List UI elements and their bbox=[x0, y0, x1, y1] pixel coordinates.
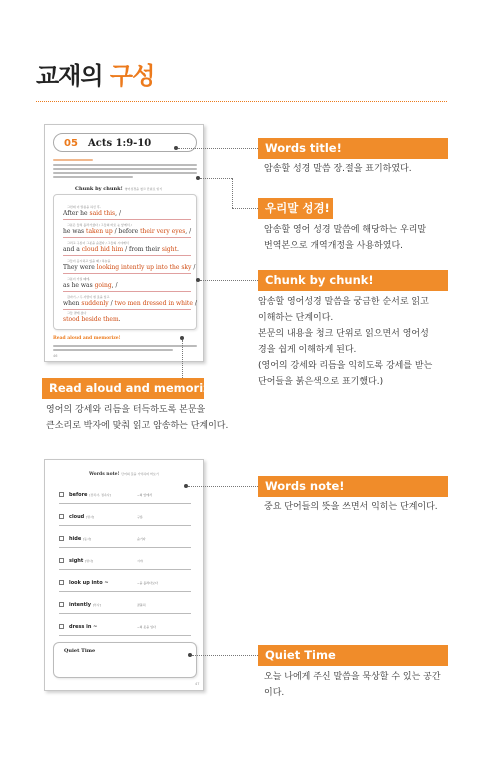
word-meaning: 시야 bbox=[137, 559, 143, 563]
desc-line: 암송할 영어 성경 말씀에 해당하는 우리말 bbox=[264, 225, 427, 235]
chunk-text: / before bbox=[112, 228, 141, 235]
chunk-text: he was bbox=[63, 228, 87, 235]
word-row bbox=[59, 508, 191, 526]
korean-text-line bbox=[53, 172, 197, 174]
tag-quiet-time: Quiet Time bbox=[258, 645, 448, 666]
chunk-title-text: Chunk by chunk! bbox=[75, 186, 123, 192]
chunk-korean-gloss: 그분은 들려 올라가셨다 / 그들의 바로 눈 앞에서 / bbox=[67, 223, 132, 227]
page-title-main: 교재의 bbox=[36, 62, 103, 90]
word-row bbox=[59, 486, 191, 504]
word-term bbox=[69, 536, 91, 542]
word-row bbox=[59, 530, 191, 548]
chunk-english-line bbox=[63, 282, 118, 289]
chunk-section-title bbox=[75, 186, 162, 192]
word-meaning: ~의 옷을 입다 bbox=[137, 625, 156, 629]
lesson-reference: Acts 1:9-10 bbox=[88, 138, 152, 149]
chunk-text: . bbox=[118, 316, 121, 323]
desc-line: 중요 단어들의 뜻을 쓰면서 익히는 단계이다. bbox=[264, 502, 438, 512]
chunk-english-line bbox=[63, 316, 121, 323]
chunk-underline bbox=[63, 309, 191, 310]
leader-line bbox=[192, 655, 258, 656]
chunk-korean-gloss: 그들이 응시하고 있을 때 / 하늘을 bbox=[67, 259, 111, 263]
word-text: sight bbox=[69, 558, 84, 564]
sample-page-words bbox=[44, 459, 204, 691]
word-term bbox=[69, 558, 93, 564]
desc-line: 경을 쉽게 이해하게 된다. bbox=[258, 345, 357, 355]
desc-line: 영어의 강세와 리듬을 터득하도록 본문을 bbox=[46, 405, 206, 415]
word-pos: [전치사, 접속사] bbox=[89, 493, 111, 497]
word-term bbox=[69, 492, 111, 498]
chunk-text: , / bbox=[185, 228, 192, 235]
stressed-word: said this bbox=[89, 210, 116, 217]
word-checkbox[interactable] bbox=[59, 624, 64, 629]
chunk-text: . bbox=[176, 246, 179, 253]
stressed-word: suddenly bbox=[81, 300, 109, 307]
chunk-english-line bbox=[63, 264, 195, 271]
leader-line bbox=[232, 208, 258, 209]
chunk-underline bbox=[63, 273, 191, 274]
word-term bbox=[69, 624, 97, 630]
read-aloud-title: Read aloud and memorize! bbox=[53, 336, 121, 341]
read-aloud-text-line bbox=[53, 349, 173, 351]
chunk-english-line bbox=[63, 210, 121, 217]
stressed-word: looking intently up into the sky bbox=[96, 264, 192, 271]
word-text: cloud bbox=[69, 514, 85, 520]
chunk-korean-gloss: 갑자기, / 두 사람이 흰 옷을 입고 bbox=[67, 295, 110, 299]
tag-urimal: 우리말 성경! bbox=[258, 198, 333, 219]
word-meaning: 구름 bbox=[137, 515, 143, 519]
chunk-text: / bbox=[192, 300, 197, 307]
word-meaning: ~의 앞에서 bbox=[137, 493, 153, 497]
word-text: before bbox=[69, 492, 88, 498]
desc-line: 번역본으로 개역개정을 사용하였다. bbox=[264, 241, 403, 251]
desc-line: 암송할 영어성경 말씀을 궁금한 순서로 읽고 bbox=[258, 297, 429, 307]
quiet-time-box bbox=[53, 642, 197, 678]
leader-line bbox=[178, 148, 258, 149]
tag-words-title: Words title! bbox=[258, 138, 448, 159]
stressed-word: two men dressed in white bbox=[114, 300, 193, 307]
chunk-english-line bbox=[63, 300, 197, 307]
chunk-english-line bbox=[63, 228, 191, 235]
stressed-word: cloud hid him bbox=[81, 246, 124, 253]
chunk-underline bbox=[63, 291, 191, 292]
word-checkbox[interactable] bbox=[59, 580, 64, 585]
word-term bbox=[69, 580, 109, 586]
leader-line bbox=[200, 178, 232, 179]
chunk-text: / from their bbox=[123, 246, 162, 253]
chunk-text: After he bbox=[63, 210, 90, 217]
stressed-word: stood beside them bbox=[63, 316, 119, 323]
leader-line bbox=[182, 340, 183, 378]
word-checkbox[interactable] bbox=[59, 514, 64, 519]
desc-urimal bbox=[264, 222, 426, 254]
chunk-text: They were bbox=[63, 264, 97, 271]
chunk-korean-gloss: 그리고 구름이 그분을 숨겼다 / 그들의 시야에서 bbox=[67, 241, 129, 245]
chunk-underline bbox=[63, 237, 191, 238]
desc-chunk bbox=[258, 294, 432, 390]
word-pos: [부사] bbox=[92, 603, 101, 607]
page-title-accent: 구성 bbox=[109, 62, 155, 90]
chunk-text: and a bbox=[63, 246, 82, 253]
desc-line: 암송할 성경 말씀 장.절을 표기하였다. bbox=[264, 164, 412, 174]
word-meaning: 숨기다 bbox=[137, 537, 146, 541]
desc-words-note bbox=[264, 499, 438, 515]
word-text: look up into ~ bbox=[69, 580, 109, 586]
word-text: hide bbox=[69, 536, 82, 542]
leader-line bbox=[200, 280, 258, 281]
desc-line: 이다. bbox=[264, 688, 285, 698]
word-pos: [명사] bbox=[86, 515, 95, 519]
leader-line bbox=[188, 486, 258, 487]
page-number: 47 bbox=[195, 682, 200, 686]
chunk-english-line bbox=[63, 246, 179, 253]
desc-words-title bbox=[264, 161, 412, 177]
word-checkbox[interactable] bbox=[59, 602, 64, 607]
leader-line bbox=[232, 178, 233, 208]
desc-read-aloud bbox=[46, 402, 228, 434]
page-number: 46 bbox=[53, 354, 58, 358]
word-pos: [명사] bbox=[84, 559, 94, 563]
desc-line: 오늘 나에게 주신 말씀을 묵상할 수 있는 공간 bbox=[264, 672, 441, 682]
chunk-text: , / bbox=[111, 282, 118, 289]
chunk-korean-gloss: 그들 곁에 섰다 bbox=[67, 311, 87, 315]
title-divider bbox=[36, 101, 447, 102]
words-note-subtitle: 단어의 뜻을 기억하며 써보기 bbox=[121, 472, 159, 476]
chunk-underline bbox=[63, 219, 191, 220]
tag-words-note: Words note! bbox=[258, 476, 448, 497]
page-title bbox=[36, 56, 154, 91]
stressed-word: their very eyes bbox=[140, 228, 186, 235]
korean-text-line bbox=[53, 176, 133, 178]
desc-line: 이해하는 단계이다. bbox=[258, 313, 334, 323]
korean-bible-label bbox=[53, 159, 93, 161]
word-text: dress in ~ bbox=[69, 624, 98, 630]
korean-text-line bbox=[53, 164, 197, 166]
quiet-time-label: Quiet Time bbox=[64, 648, 96, 654]
chunk-korean-gloss: 그런데 이 말씀을 하신 후, bbox=[67, 205, 101, 209]
word-meaning: ~을 올려다보다 bbox=[137, 581, 158, 585]
desc-line: 큰소리로 박자에 맞춰 읽고 암송하는 단계이다. bbox=[46, 421, 229, 431]
desc-line: 본문의 내용을 청크 단위로 읽으면서 영어성 bbox=[258, 329, 429, 339]
word-checkbox[interactable] bbox=[59, 492, 64, 497]
stressed-word: going bbox=[94, 282, 112, 289]
word-term bbox=[69, 514, 94, 520]
read-aloud-text-line bbox=[53, 345, 197, 347]
word-meaning: 골똘히 bbox=[137, 603, 146, 607]
word-row bbox=[59, 552, 191, 570]
korean-text-line bbox=[53, 168, 197, 170]
word-term bbox=[69, 602, 101, 608]
word-checkbox[interactable] bbox=[59, 558, 64, 563]
word-row bbox=[59, 618, 191, 636]
word-row bbox=[59, 596, 191, 614]
word-row bbox=[59, 574, 191, 592]
tag-chunk: Chunk by chunk! bbox=[258, 270, 448, 291]
word-pos: [동사] bbox=[83, 537, 92, 541]
chunk-text: / bbox=[108, 300, 115, 307]
words-note-header bbox=[89, 472, 159, 477]
tag-read-aloud: Read aloud and memorize! bbox=[42, 378, 204, 399]
words-note-title: Words note! bbox=[89, 472, 120, 477]
chunk-korean-gloss: 그분이 가실 때에, bbox=[67, 277, 91, 281]
chunk-text: / bbox=[191, 264, 196, 271]
chunk-underline bbox=[63, 255, 191, 256]
chunk-subtitle: 영어성경을 청크 단위로 읽기 bbox=[124, 187, 163, 191]
stressed-word: sight bbox=[161, 246, 177, 253]
desc-line: (영어의 강세와 리듬을 익히도록 강세를 받는 bbox=[258, 361, 433, 371]
chunk-text: when bbox=[63, 300, 82, 307]
chunk-box bbox=[53, 194, 197, 330]
stressed-word: taken up bbox=[86, 228, 113, 235]
chunk-text: , / bbox=[115, 210, 121, 217]
word-text: intently bbox=[69, 602, 91, 608]
desc-line: 단어들을 붉은색으로 표기했다.) bbox=[258, 377, 384, 387]
sample-page-lesson bbox=[44, 124, 204, 362]
word-checkbox[interactable] bbox=[59, 536, 64, 541]
desc-quiet-time bbox=[264, 669, 441, 701]
chunk-text: as he was bbox=[63, 282, 95, 289]
lesson-number: 05 bbox=[64, 138, 78, 149]
